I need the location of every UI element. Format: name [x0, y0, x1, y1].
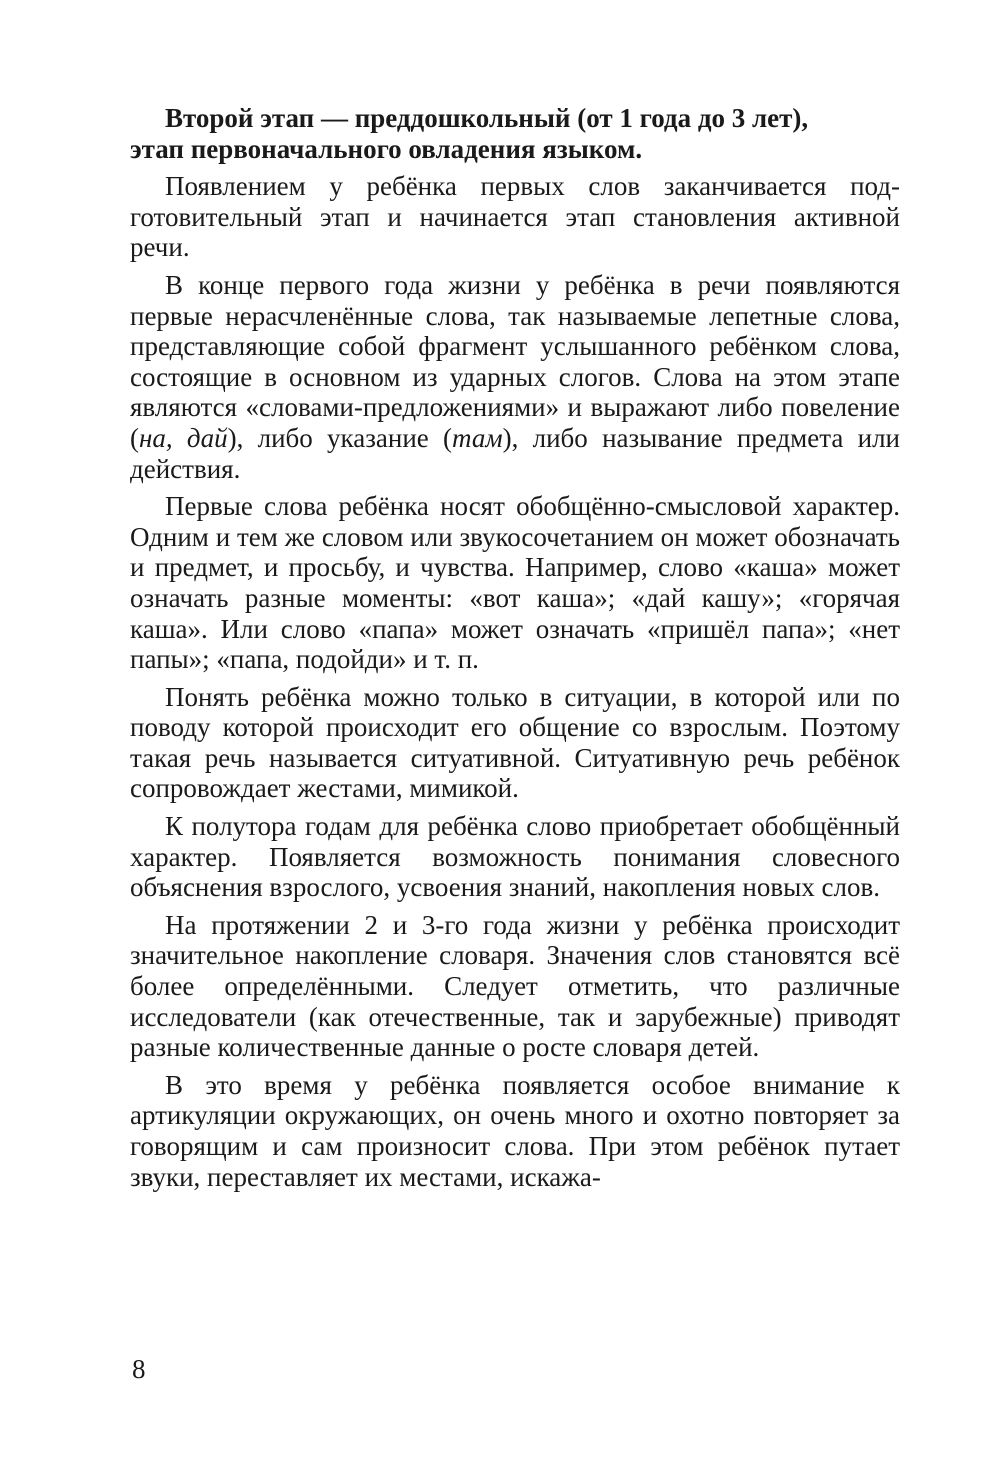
section-heading-line1: Второй этап — преддошкольный (от 1 года до 3 лет), — [165, 103, 809, 133]
paragraph-2-italic-2: там — [452, 422, 503, 453]
section-heading — [130, 103, 900, 164]
paragraph-2-mid: ), либо указание ( — [227, 422, 453, 453]
paragraph-2 — [130, 263, 900, 484]
paragraph-1: Появлением у ребёнка первых слов заканчивается подготовительный этап и начинается этап становления активной речи. — [130, 171, 900, 263]
paragraph-2-end: ), либо называние предмета или действия. — [130, 422, 900, 484]
page-body — [130, 103, 900, 1192]
paragraph-4: Понять ребёнка можно только в ситуации, в которой или по поводу которой происходит его общение со взрослым. Поэтому такая речь называется ситуативной. Ситуативную речь ребёнок сопровождает жестами, мимикой. — [130, 681, 900, 804]
section-heading-line2: этап первоначального овладения языком. — [130, 133, 643, 164]
paragraph-2-italic-1: на, дай — [139, 422, 228, 453]
paragraph-6: На протяжении 2 и 3-го года жизни у ребёнка происходит значительное накопление словаря. Значения слов становятся всё более определёнными. Следует отметить, что различные исследователи (как отечественные, так и зарубежные) приводят разные количественные данные о росте словаря детей. — [130, 909, 900, 1063]
paragraph-2-start: В конце первого года жизни у ребёнка в речи появляются первые нерасчленённые слова, так называемые лепетные слова, представляющие собой фрагмент услышанного ребёнком слова, состоящие в основном из ударных слогов. Слова на этом этапе являются «словами-предложениями» и выражают либо повеление ( — [130, 269, 900, 453]
paragraph-3: Первые слова ребёнка носят обобщённо-смысловой характер. Одним и тем же словом или звукосочетанием он может обозначать и предмет, и просьбу, и чувства. Например, слово «каша» может означать разные моменты: «вот каша»; «дай кашу»; «горячая каша». Или слово «папа» может означать «пришёл папа»; «нет папы»; «папа, подойди» и т. п. — [130, 491, 900, 675]
paragraph-7: В это время у ребёнка появляется особое внимание к артикуляции окружающих, он очень много и охотно повторяет за говорящим и сам произносит слова. При этом ребёнок путает звуки, переставляет их местами, искажа- — [130, 1069, 900, 1192]
paragraph-5: К полутора годам для ребёнка слово приобретает обобщённый характер. Появляется возможность понимания словесного объяснения взрослого, усвоения знаний, накопления новых слов. — [130, 811, 900, 903]
page-number: 8 — [132, 1354, 146, 1384]
